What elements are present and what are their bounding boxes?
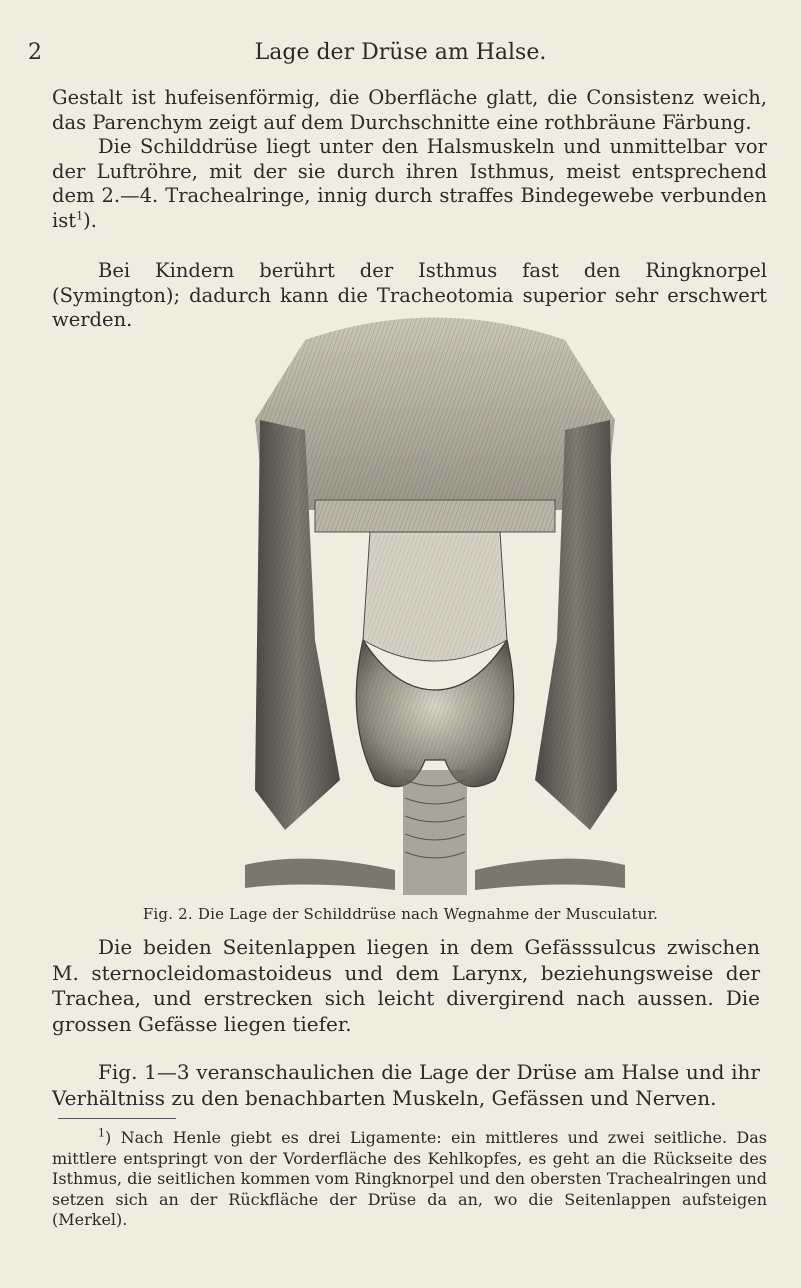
footnote-text: ) Nach Henle giebt es drei Ligamente: ein mittleres und zwei seitliche. Das mittlere entspringt von der Vorderfläche des Kehlkopfes, es geht an die Rückseite des Isthmus, die seitlichen kommen vom Ringknorpel und den obersten Trachealringen und setzen sich an der Rückfläche der Drüse da an, wo die Seitenlappen aufsteigen (Merkel). (52, 1128, 767, 1229)
clavicle-right-shape (475, 859, 625, 890)
clavicle-left-shape (245, 859, 395, 890)
paragraph-location-end: ). (83, 208, 97, 232)
page-header (28, 40, 773, 70)
paragraph-shape: Gestalt ist hufeisenförmig, die Oberfläche glatt, die Consistenz weich, das Parenchym zeigt auf dem Durchschnitte eine rothbräune Färbung. (52, 86, 767, 134)
footnote-rule (58, 1118, 176, 1119)
paragraph-location (52, 135, 767, 233)
trachea-shape (403, 770, 467, 895)
paragraph-children: Bei Kindern berührt der Isthmus fast den Ringknorpel (Symington); dadurch kann die Tracheotomia superior sehr erschwert werden. (52, 259, 767, 331)
figure-thyroid-engraving (245, 310, 625, 898)
paragraph-lobes: Die beiden Seitenlappen liegen in dem Gefässsulcus zwischen M. sternocleidomastoideus und dem Larynx, beziehungsweise der Trachea, und erstrecken sich leicht divergirend nach aussen. Die grossen Gefässe liegen tiefer. (52, 935, 760, 1036)
page-number: 2 (28, 40, 42, 65)
running-title: Lage der Drüse am Halse. (254, 40, 547, 65)
figure-caption: Fig. 2. Die Lage der Schilddrüse nach Wegnahme der Musculatur. (142, 905, 659, 923)
footnote-marker: 1 (98, 1126, 105, 1140)
paragraph-location-text: Die Schilddrüse liegt unter den Halsmuskeln und unmittelbar vor der Luftröhre, mit der sie durch ihren Isthmus, meist entsprechend dem 2.—4. Trachealringe, innig durch straffes Bindegewebe verbunden ist (52, 135, 767, 232)
footnote (52, 1128, 767, 1231)
paragraph-figures: Fig. 1—3 veranschaulichen die Lage der Drüse am Halse und ihr Verhältniss zu den benachbarten Muskeln, Gefässen und Nerven. (52, 1060, 760, 1110)
footnote-ref[interactable]: 1 (76, 209, 84, 222)
